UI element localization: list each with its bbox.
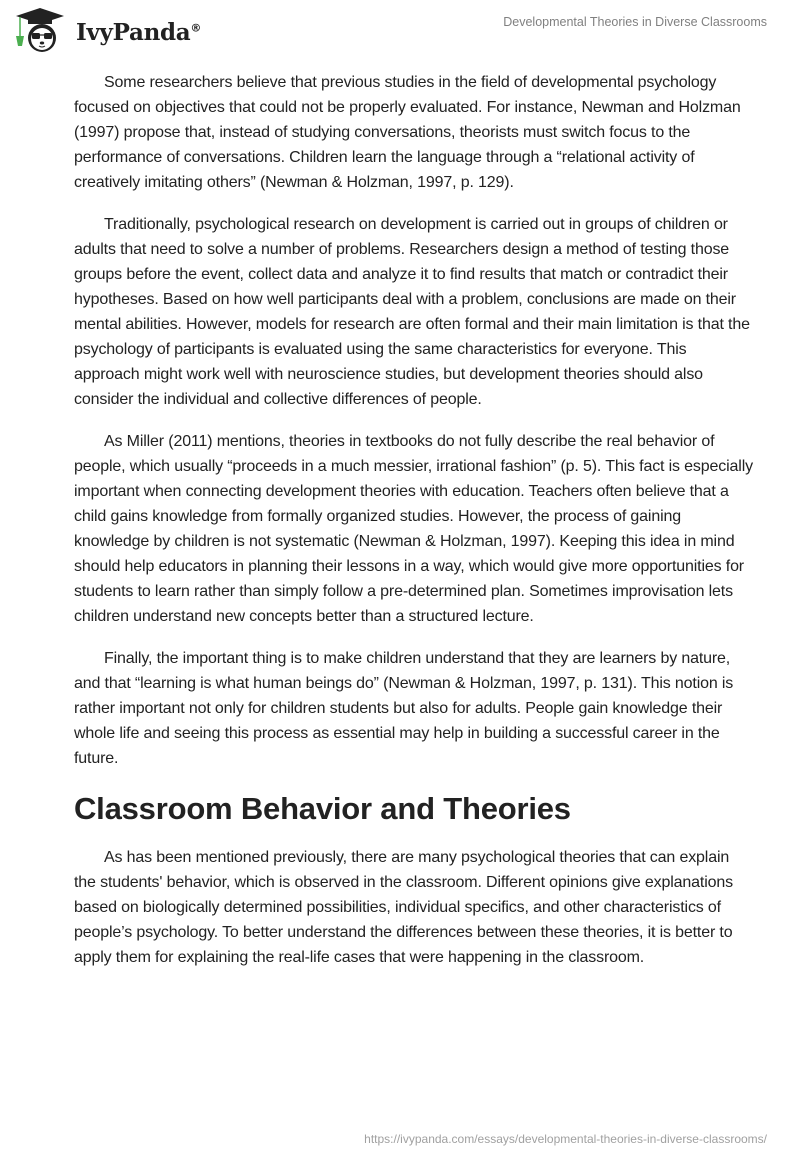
essay-content bbox=[74, 70, 754, 987]
source-url[interactable]: https://ivypanda.com/essays/developmental-theories-in-diverse-classrooms/ bbox=[364, 1132, 767, 1146]
brand-name bbox=[76, 19, 201, 46]
brand-logo[interactable] bbox=[14, 6, 201, 54]
paragraph: As has been mentioned previously, there are many psychological theories that can explain the students' behavior, which is observed in the classroom. Different opinions give explanations based on biologically determined possibilities, individual specifics, and other characteristics of people’s psychology. To better understand the differences between these theories, it is better to apply them for explaining the real-life cases that were happening in the classroom. bbox=[74, 849, 733, 966]
paragraph: As Miller (2011) mentions, theories in textbooks do not fully describe the real behavior of people, which usually “proceeds in a much messier, irrational fashion” (p. 5). This fact is especially important when connecting development theories with education. Teachers often believe that a child gains knowledge from formally organized studies. However, the process of gaining knowledge by children is not systematic (Newman & Holzman, 1997). Keeping this idea in mind should help educators in planning their lessons in a way, which would give more opportunities for students to learn rather than simply follow a pre-determined plan. Sometimes improvisation lets children understand new concepts better than a structured lecture. bbox=[74, 433, 753, 625]
brand-name-text: IvyPanda bbox=[76, 18, 191, 46]
paragraph: Finally, the important thing is to make children understand that they are learners by nature, and that “learning is what human beings do” (Newman & Holzman, 1997, p. 131). This notion is rather important not only for children students but also for adults. People gain knowledge their whole life and seeing this process as essential may help in building a successful career in the future. bbox=[74, 650, 734, 767]
registered-mark: ® bbox=[190, 20, 202, 34]
section-heading: Classroom Behavior and Theories bbox=[74, 791, 571, 826]
panda-graduate-icon bbox=[14, 6, 66, 54]
paragraph: Some researchers believe that previous studies in the field of developmental psychology focused on objectives that could not be properly evaluated. For instance, Newman and Holzman (1997) propose that, instead of studying conversations, theorists must switch focus to the performance of conversations. Children learn the language through a “relational activity of creatively imitating others” (Newman & Holzman, 1997, p. 129). bbox=[74, 74, 741, 191]
document-title: Developmental Theories in Diverse Classrooms bbox=[503, 15, 767, 29]
paragraph: Traditionally, psychological research on development is carried out in groups of children or adults that need to solve a number of problems. Researchers design a method of testing those groups before the event, collect data and analyze it to find results that match or contradict their hypotheses. Based on how well participants deal with a problem, conclusions are made on their mental abilities. However, models for research are often formal and their main limitation is that the psychology of participants is evaluated using the same characteristics for everyone. This approach might work well with neuroscience studies, but development theories should also consider the individual and collective differences of people. bbox=[74, 216, 750, 408]
page-header bbox=[0, 0, 800, 60]
